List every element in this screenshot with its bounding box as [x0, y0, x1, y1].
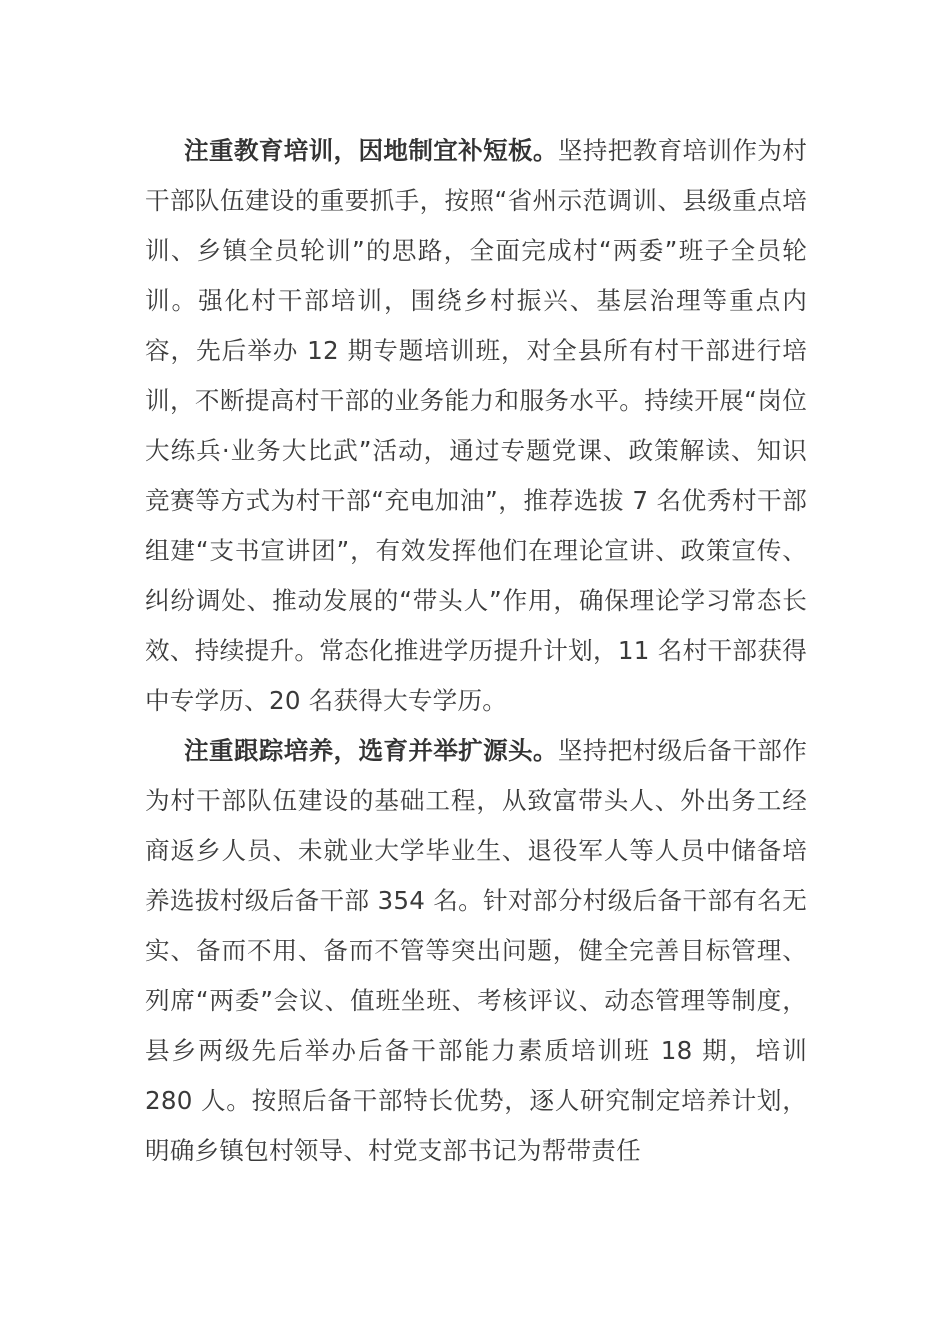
paragraph-body: 坚持把村级后备干部作为村干部队伍建设的基础工程，从致富带头人、外出务工经商返乡人员、未就业大学毕业生、退役军人等人员中储备培养选拔村级后备干部 354 名。针对部分村级后备干部有名无实、备而不用、备而不管等突出问题，健全完善目标管理、列席“两委”会议、值班坐班、考核评议、动态管理等制度，县乡两级先后举办后备干部能力素质培训班 18 期，培训 280 人。按照后备干部特长优势，逐人研究制定培养计划，明确乡镇包村领导、村党支部书记为帮带责任	[145, 736, 807, 1165]
document-page	[145, 126, 807, 1176]
paragraph-heading: 注重教育培训，因地制宜补短板。	[184, 136, 558, 165]
paragraph-body: 坚持把教育培训作为村干部队伍建设的重要抓手，按照“省州示范调训、县级重点培训、乡镇全员轮训”的思路，全面完成村“两委”班子全员轮训。强化村干部培训，围绕乡村振兴、基层治理等重点内容，先后举办 12 期专题培训班，对全县所有村干部进行培训，不断提高村干部的业务能力和服务水平。持续开展“岗位大练兵·业务大比武”活动，通过专题党课、政策解读、知识竞赛等方式为村干部“充电加油”，推荐选拔 7 名优秀村干部组建“支书宣讲团”，有效发挥他们在理论宣讲、政策宣传、纠纷调处、推动发展的“带头人”作用，确保理论学习常态长效、持续提升。常态化推进学历提升计划，11 名村干部获得中专学历、20 名获得大专学历。	[145, 136, 807, 715]
paragraph-education-training	[145, 126, 807, 726]
paragraph-heading: 注重跟踪培养，选育并举扩源头。	[184, 736, 558, 765]
paragraph-tracking-cultivation	[145, 726, 807, 1176]
